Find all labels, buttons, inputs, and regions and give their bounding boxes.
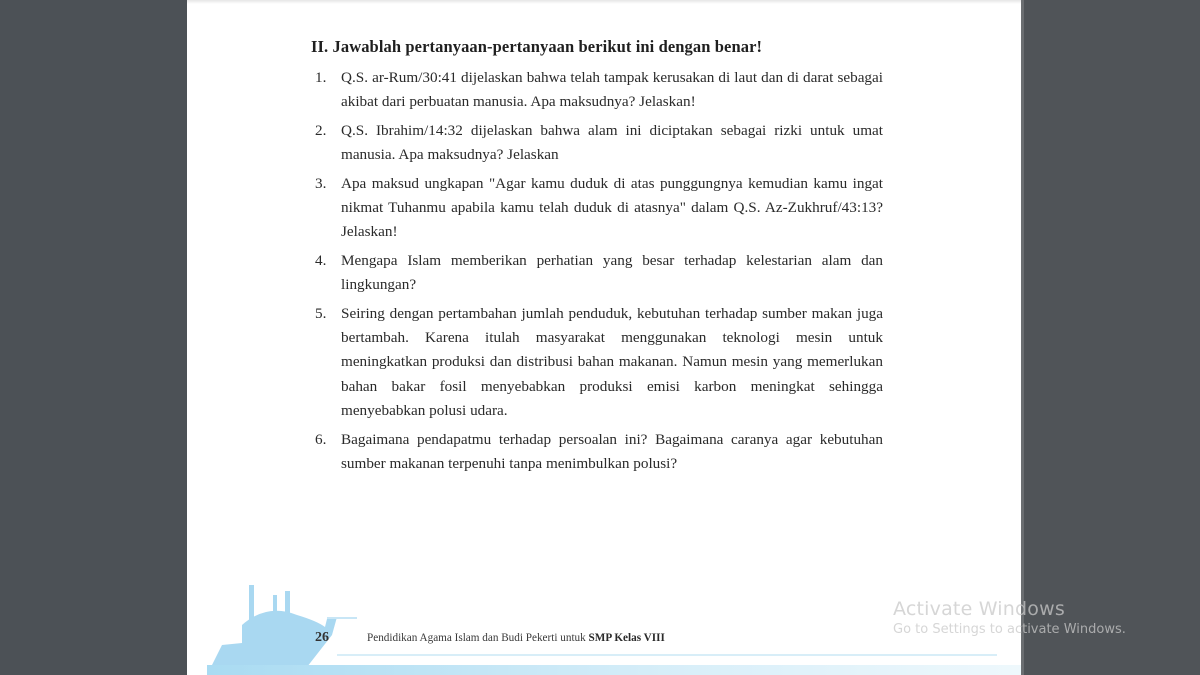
question-number: 6. [315, 430, 327, 448]
question-number: 4. [315, 251, 327, 269]
question-item [311, 249, 883, 298]
question-item [311, 119, 883, 168]
page-top-shadow [187, 0, 1021, 4]
question-number: 1. [315, 69, 327, 86]
question-number: 2. [315, 121, 327, 139]
question-text: Apa maksud ungkapan "Agar kamu duduk di atas punggungnya kemudian kamu ingat nikmat Tuhanmu apabila kamu telah duduk di atasnya" dalam Q.S. Az-Zukhruf/43:13? Jelaskan! [341, 174, 883, 241]
watermark-subtitle: Go to Settings to activate Windows. [893, 622, 1126, 637]
book-title-grade: SMP Kelas VIII [588, 632, 665, 644]
question-item [311, 428, 883, 477]
footer-band [207, 665, 1021, 675]
watermark-title: Activate Windows [893, 598, 1065, 620]
question-item [311, 66, 883, 115]
question-item [311, 172, 883, 245]
question-list [311, 66, 883, 481]
question-text: Q.S. ar-Rum/30:41 dijelaskan bahwa telah tampak kerusakan di laut dan di darat sebagai akibat dari perbuatan manusia. Apa maksudnya? Jelaskan! [341, 69, 883, 111]
question-text: Bagaimana pendapatmu terhadap persoalan ini? Bagaimana caranya agar kebutuhan sumber makanan terpenuhi tanpa menimbulkan polusi? [341, 430, 883, 473]
page-number: 26 [315, 630, 329, 645]
footer-divider [337, 654, 997, 656]
book-title-text: Pendidikan Agama Islam dan Budi Pekerti untuk [367, 632, 589, 644]
mosque-silhouette-icon [187, 575, 387, 675]
activate-windows-watermark [893, 598, 1126, 637]
question-item [311, 302, 883, 424]
viewer-background-left [0, 0, 187, 675]
question-text: Mengapa Islam memberikan perhatian yang besar terhadap kelestarian alam dan lingkungan? [341, 251, 883, 294]
question-text: Seiring dengan pertambahan jumlah penduduk, kebutuhan terhadap sumber makan juga bertambah. Karena itulah masyarakat menggunakan teknologi mesin untuk meningkatkan produksi dan distribusi bahan makanan. Namun mesin yang memerlukan bahan bakar fosil menyebabkan produksi emisi karbon meningkat sehingga menyebabkan polusi udara. [341, 304, 883, 420]
question-number: 3. [315, 174, 327, 192]
book-title [367, 632, 665, 644]
document-page [187, 0, 1021, 675]
section-heading: II. Jawablah pertanyaan-pertanyaan berikut ini dengan benar! [311, 37, 763, 56]
viewer-background-right [1021, 0, 1200, 675]
question-number: 5. [315, 304, 327, 322]
question-text: Q.S. Ibrahim/14:32 dijelaskan bahwa alam ini diciptakan sebagai rizki untuk umat manusia. Apa maksudnya? Jelaskan [341, 121, 883, 164]
